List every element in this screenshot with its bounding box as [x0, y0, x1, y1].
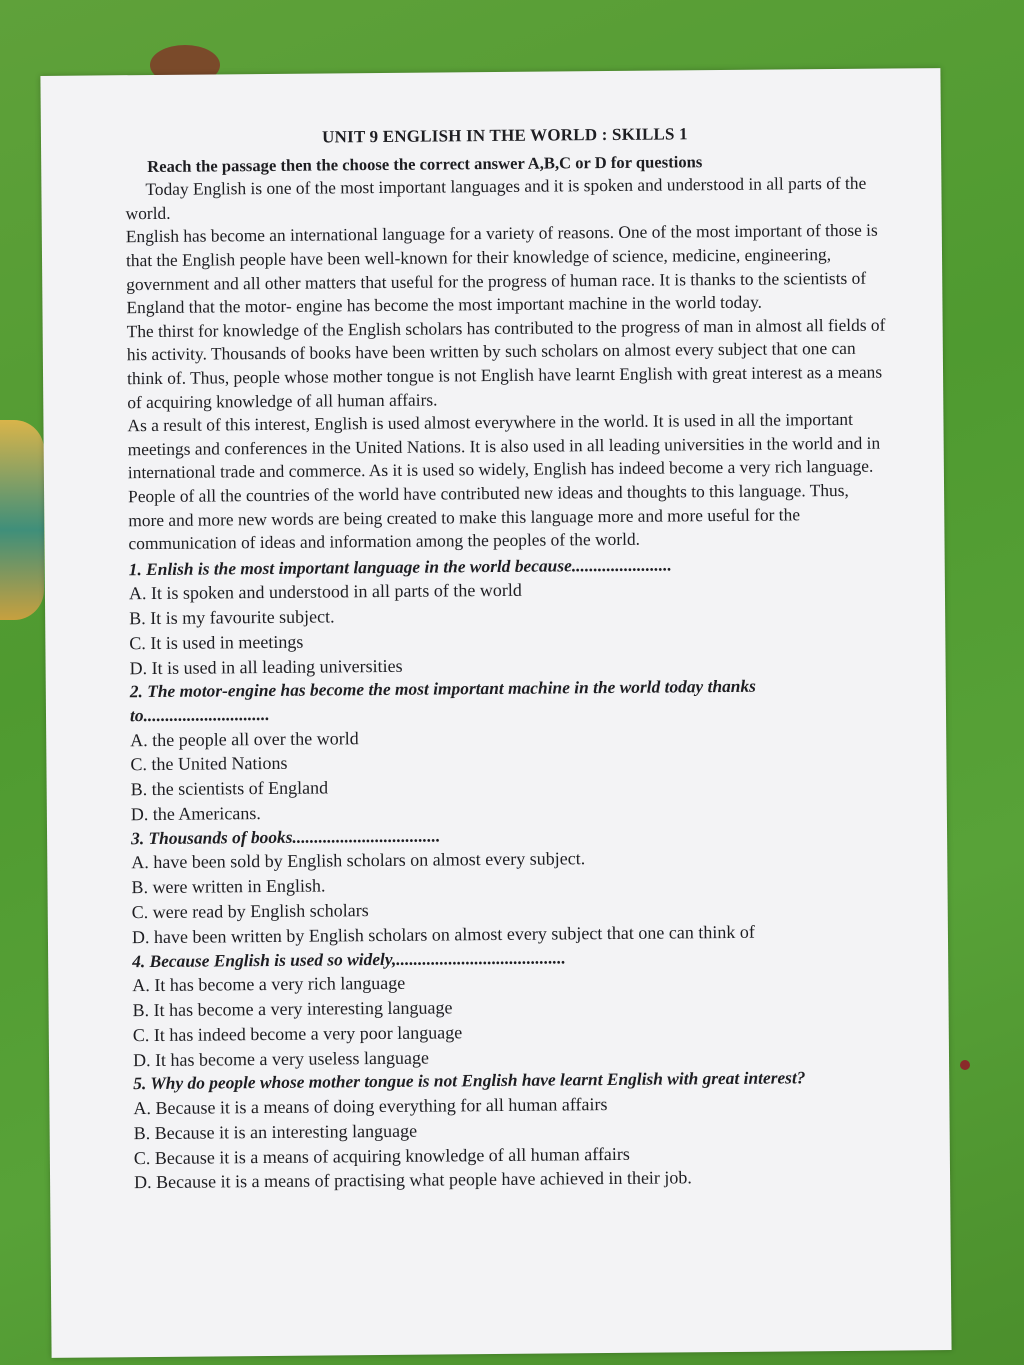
- worksheet-title: UNIT 9 ENGLISH IN THE WORLD : SKILLS 1: [322, 124, 688, 147]
- question-block: [130, 674, 891, 827]
- question-text: 2. The motor-engine has become the most important machine in the world today thanks to.............................: [129, 676, 756, 726]
- answer-option: B. It has become a very interesting language: [132, 997, 453, 1021]
- answer-option: A. It is spoken and understood in all parts of the world: [128, 580, 522, 604]
- answer-option: A. the people all over the world: [130, 727, 359, 750]
- question-text: 1. Enlish is the most important language in the world because.......................: [128, 554, 672, 579]
- passage-paragraph: Today English is one of the most important languages and it is spoken and understood in all parts of the world.: [125, 172, 867, 223]
- question-text: 3. Thousands of books..................................: [130, 825, 441, 849]
- question-block: [133, 1066, 894, 1195]
- answer-option: A. have been sold by English scholars on almost every subject.: [131, 848, 586, 873]
- answer-option: D. It has become a very useless language: [132, 1047, 429, 1070]
- question-text: 5. Why do people whose mother tongue is not English have learnt English with great interest?: [133, 1067, 806, 1094]
- question-text: 4. Because English is used so widely,.......................................: [132, 947, 566, 971]
- answer-option: C. the United Nations: [130, 753, 288, 775]
- table-object: [0, 420, 44, 620]
- passage-paragraph: English has become an international language for a variety of reasons. One of the most important of those is that the English people have been well-known for their knowledge of science, medicine, engineering, government and all other matters that useful for the progress of human race. It is thanks to the scientists of England that the motor- engine has become the most important machine in the world today.: [125, 220, 878, 318]
- question-list: [129, 551, 895, 1195]
- answer-option: B. It is my favourite subject.: [129, 606, 335, 629]
- worksheet-paper: [40, 68, 951, 1358]
- passage-paragraph: As a result of this interest, English is used almost everywhere in the world. It is used in all the important meetings and conferences in the United Nations. It is also used in all leading universities in the world and in international trade and commerce. As it is used so widely, English has indeed become a very rich language. People of all the countries of the world have contributed new ideas and thoughts to this language. Thus, more and more new words are being created to make this language more and more useful for the communication of ideas and information among the peoples of the world.: [127, 408, 881, 554]
- answer-option: D. It is used in all leading universities: [129, 655, 403, 678]
- answer-option: D. Because it is a means of practising what people have achieved in their job.: [133, 1167, 692, 1193]
- question-block: [132, 943, 893, 1072]
- answer-option: D. have been written by English scholars on almost every subject that one can think of: [131, 921, 755, 948]
- answer-option: C. It is used in meetings: [129, 631, 304, 654]
- question-block: [131, 820, 892, 949]
- question-block: [129, 551, 890, 680]
- answer-option: B. Because it is an interesting language: [133, 1120, 418, 1143]
- answer-option: B. were written in English.: [131, 875, 326, 898]
- table-spot: [960, 1060, 970, 1070]
- answer-option: B. the scientists of England: [130, 777, 329, 800]
- worksheet-instruction: Reach the passage then the choose the correct answer A,B,C or D for questions: [147, 151, 703, 176]
- answer-option: C. Because it is a means of acquiring knowledge of all human affairs: [133, 1143, 630, 1168]
- answer-option: A. Because it is a means of doing everything for all human affairs: [133, 1094, 608, 1119]
- answer-option: C. were read by English scholars: [131, 900, 369, 923]
- answer-option: D. the Americans.: [130, 803, 261, 825]
- answer-option: A. It has become a very rich language: [132, 973, 406, 996]
- worksheet-content: [125, 121, 894, 1196]
- passage-paragraph: The thirst for knowledge of the English scholars has contributed to the progress of man in almost all fields of his activity. Thousands of books have been written by such scholars on almost every subject that one can think of. Thus, people whose mother tongue is not English have learnt English with great interest as a means of acquiring knowledge of all human affairs.: [126, 314, 886, 412]
- answer-option: C. It has indeed become a very poor language: [132, 1022, 463, 1045]
